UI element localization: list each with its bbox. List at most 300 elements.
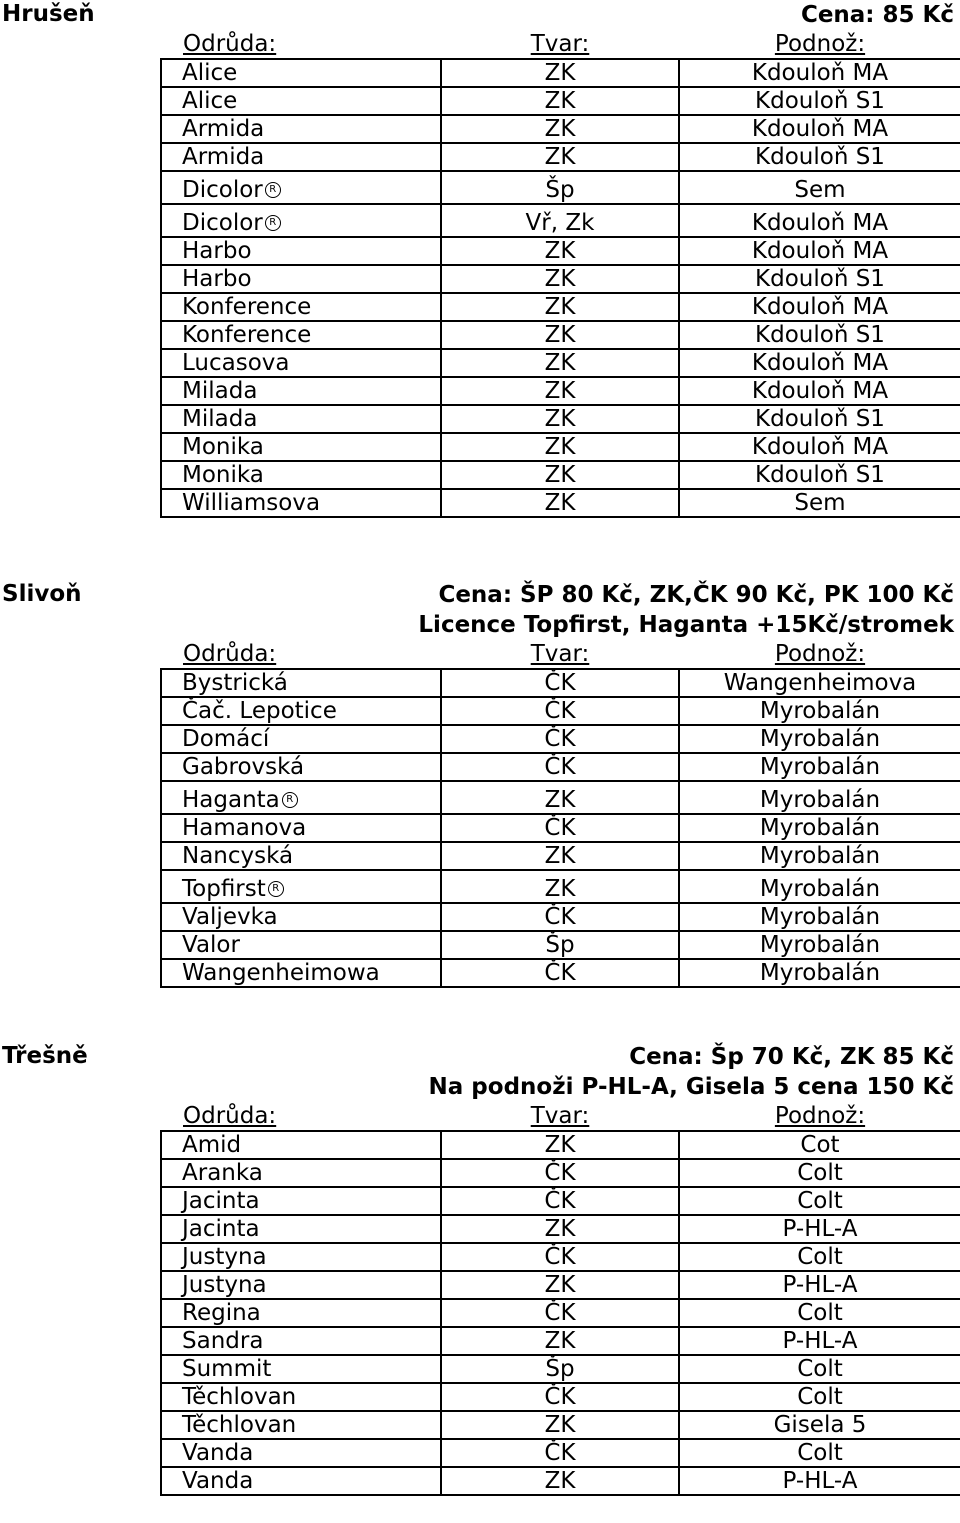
rootstock-cell <box>679 1411 960 1439</box>
variety-cell-text: Harbo <box>182 266 252 292</box>
rootstock-cell-text: Kdouloň MA <box>751 238 889 264</box>
variety-cell-text: Vanda <box>182 1468 254 1494</box>
rootstock-cell <box>679 87 960 115</box>
variety-cell-text: Summit <box>182 1356 272 1382</box>
table-row <box>161 842 960 870</box>
variety-cell-text: Monika <box>182 434 264 460</box>
variety-cell <box>161 377 441 405</box>
rootstock-cell-text: Kdouloň MA <box>751 116 889 142</box>
table-row <box>161 781 960 814</box>
shape-cell <box>441 265 679 293</box>
shape-cell-text: ZK <box>544 144 576 170</box>
rootstock-cell <box>679 781 960 814</box>
shape-cell <box>441 433 679 461</box>
shape-cell-text: ČK <box>544 698 576 724</box>
rootstock-cell <box>679 1187 960 1215</box>
variety-cell <box>161 489 441 517</box>
shape-cell <box>441 903 679 931</box>
table-row <box>161 265 960 293</box>
rootstock-cell <box>679 171 960 204</box>
variety-cell-text: Konference <box>182 294 312 320</box>
section-title: Třešně <box>2 1043 88 1069</box>
registered-mark-letter: R <box>265 215 281 231</box>
variety-cell <box>161 870 441 903</box>
shape-cell-text: ZK <box>544 294 576 320</box>
registered-mark-letter: R <box>268 881 284 897</box>
rootstock-cell-text: Kdouloň S1 <box>755 144 885 170</box>
rootstock-cell-text: P-HL-A <box>782 1328 858 1354</box>
shape-cell-text: Šp <box>545 1356 575 1382</box>
rootstock-cell <box>679 349 960 377</box>
variety-cell <box>161 1355 441 1383</box>
table-row <box>161 725 960 753</box>
rootstock-cell-text: Kdouloň MA <box>751 378 889 404</box>
table-row <box>161 1355 960 1383</box>
table-row <box>161 59 960 87</box>
rootstock-cell-text: Kdouloň MA <box>751 294 889 320</box>
table-row <box>161 461 960 489</box>
variety-cell <box>161 1299 441 1327</box>
rootstock-cell-text: Myrobalán <box>759 932 881 958</box>
variety-cell-text: Milada <box>182 406 258 432</box>
shape-cell-text: ČK <box>544 1244 576 1270</box>
shape-cell-text: ZK <box>544 1272 576 1298</box>
shape-cell-text: Vř, Zk <box>525 210 595 236</box>
variety-cell-text: Justyna <box>182 1244 267 1270</box>
table-row <box>161 1131 960 1159</box>
table-row <box>161 870 960 903</box>
rootstock-cell-text: Colt <box>797 1300 843 1326</box>
shape-cell <box>441 1159 679 1187</box>
shape-cell <box>441 1131 679 1159</box>
rootstock-cell <box>679 237 960 265</box>
rootstock-cell <box>679 461 960 489</box>
header-rootstock: Podnož: <box>774 1103 866 1129</box>
table-row <box>161 293 960 321</box>
rootstock-cell <box>679 903 960 931</box>
shape-cell <box>441 1383 679 1411</box>
shape-cell <box>441 237 679 265</box>
rootstock-cell <box>679 1215 960 1243</box>
variety-cell-text: Domácí <box>182 726 270 752</box>
shape-cell <box>441 349 679 377</box>
shape-cell <box>441 1187 679 1215</box>
shape-cell-text: ZK <box>544 876 576 902</box>
variety-cell-text: Justyna <box>182 1272 267 1298</box>
shape-cell-text: ZK <box>544 434 576 460</box>
variety-cell-text: Valor <box>182 932 240 958</box>
header-variety: Odrůda: <box>183 31 277 57</box>
variety-cell <box>161 959 441 987</box>
table-row <box>161 1215 960 1243</box>
registered-mark-icon <box>268 881 284 897</box>
header-shape: Tvar: <box>530 641 590 667</box>
variety-cell <box>161 842 441 870</box>
variety-cell <box>161 461 441 489</box>
rootstock-cell-text: Kdouloň S1 <box>755 406 885 432</box>
shape-cell <box>441 1299 679 1327</box>
rootstock-cell-text: Sem <box>794 490 846 516</box>
variety-cell <box>161 814 441 842</box>
rootstock-cell-text: Kdouloň S1 <box>755 322 885 348</box>
shape-cell-text: ČK <box>544 960 576 986</box>
shape-cell <box>441 1439 679 1467</box>
table-row <box>161 697 960 725</box>
rootstock-cell-text: Myrobalán <box>759 904 881 930</box>
rootstock-cell <box>679 931 960 959</box>
rootstock-cell <box>679 293 960 321</box>
table-row <box>161 87 960 115</box>
rootstock-cell <box>679 842 960 870</box>
variety-cell <box>161 171 441 204</box>
table-row <box>161 237 960 265</box>
variety-cell <box>161 903 441 931</box>
variety-cell <box>161 781 441 814</box>
shape-cell-text: ZK <box>544 1132 576 1158</box>
rootstock-cell-text: Myrobalán <box>759 698 881 724</box>
rootstock-cell-text: Colt <box>797 1160 843 1186</box>
rootstock-cell-text: Sem <box>794 177 846 203</box>
variety-cell-text: Jacinta <box>182 1216 260 1242</box>
shape-cell <box>441 931 679 959</box>
rootstock-cell <box>679 697 960 725</box>
table-row <box>161 1411 960 1439</box>
variety-cell <box>161 1215 441 1243</box>
variety-cell <box>161 87 441 115</box>
variety-cell <box>161 1467 441 1495</box>
variety-cell-text: Amid <box>182 1132 242 1158</box>
variety-cell <box>161 669 441 697</box>
table-row <box>161 753 960 781</box>
shape-cell-text: ZK <box>544 406 576 432</box>
table-row <box>161 814 960 842</box>
shape-cell-text: ČK <box>544 815 576 841</box>
rootstock-cell <box>679 753 960 781</box>
rootstock-cell-text: Kdouloň MA <box>751 60 889 86</box>
shape-cell <box>441 377 679 405</box>
variety-cell-text: Konference <box>182 322 312 348</box>
table-row <box>161 1243 960 1271</box>
rootstock-cell-text: Colt <box>797 1244 843 1270</box>
registered-mark-icon <box>282 792 298 808</box>
variety-cell <box>161 753 441 781</box>
rootstock-cell-text: Colt <box>797 1356 843 1382</box>
rootstock-cell <box>679 669 960 697</box>
shape-cell <box>441 171 679 204</box>
rootstock-cell <box>679 489 960 517</box>
shape-cell-text: ČK <box>544 1160 576 1186</box>
rootstock-cell-text: Myrobalán <box>759 815 881 841</box>
table-row <box>161 321 960 349</box>
section-title: Slivoň <box>2 581 82 607</box>
rootstock-cell <box>679 405 960 433</box>
rootstock-cell <box>679 1439 960 1467</box>
rootstock-cell <box>679 204 960 237</box>
shape-cell <box>441 870 679 903</box>
variety-cell-text: Haganta <box>182 787 280 813</box>
shape-cell-text: ČK <box>544 1440 576 1466</box>
header-shape: Tvar: <box>530 31 590 57</box>
rootstock-cell <box>679 1131 960 1159</box>
rootstock-cell <box>679 265 960 293</box>
rootstock-cell-text: Kdouloň MA <box>751 434 889 460</box>
shape-cell <box>441 1327 679 1355</box>
variety-cell <box>161 1411 441 1439</box>
table-row <box>161 1327 960 1355</box>
variety-cell <box>161 115 441 143</box>
shape-cell-text: ČK <box>544 1384 576 1410</box>
shape-cell-text: ZK <box>544 116 576 142</box>
table-row <box>161 959 960 987</box>
rootstock-cell <box>679 59 960 87</box>
shape-cell <box>441 293 679 321</box>
price-line: Cena: Šp 70 Kč, ZK 85 Kč <box>629 1044 954 1070</box>
variety-cell <box>161 1271 441 1299</box>
shape-cell <box>441 489 679 517</box>
table-row <box>161 405 960 433</box>
variety-cell <box>161 237 441 265</box>
rootstock-cell-text: Myrobalán <box>759 843 881 869</box>
shape-cell <box>441 781 679 814</box>
shape-cell-text: ZK <box>544 1216 576 1242</box>
variety-cell-text: Dicolor <box>182 210 263 236</box>
rootstock-cell <box>679 1271 960 1299</box>
shape-cell <box>441 1411 679 1439</box>
table-row <box>161 1187 960 1215</box>
variety-cell-text: Vanda <box>182 1440 254 1466</box>
rootstock-cell <box>679 959 960 987</box>
header-rootstock: Podnož: <box>774 641 866 667</box>
table-row <box>161 1467 960 1495</box>
variety-table <box>160 30 960 518</box>
section-title: Hrušeň <box>2 1 95 27</box>
variety-cell <box>161 1131 441 1159</box>
rootstock-cell <box>679 1159 960 1187</box>
shape-cell-text: ČK <box>544 904 576 930</box>
rootstock-cell <box>679 814 960 842</box>
variety-cell <box>161 349 441 377</box>
variety-cell <box>161 143 441 171</box>
shape-cell-text: ZK <box>544 787 576 813</box>
shape-cell-text: Šp <box>545 932 575 958</box>
shape-cell-text: ZK <box>544 1412 576 1438</box>
variety-cell-text: Valjevka <box>182 904 278 930</box>
variety-cell <box>161 293 441 321</box>
rootstock-cell <box>679 1355 960 1383</box>
shape-cell-text: ČK <box>544 726 576 752</box>
variety-cell <box>161 1187 441 1215</box>
table-row <box>161 1159 960 1187</box>
header-variety: Odrůda: <box>183 641 277 667</box>
registered-mark-icon <box>265 182 281 198</box>
variety-cell-text: Lucasova <box>182 350 290 376</box>
rootstock-cell <box>679 433 960 461</box>
shape-cell-text: ZK <box>544 1468 576 1494</box>
shape-cell <box>441 115 679 143</box>
variety-cell <box>161 433 441 461</box>
price-line: Cena: 85 Kč <box>800 2 954 28</box>
shape-cell <box>441 405 679 433</box>
variety-cell-text: Milada <box>182 378 258 404</box>
variety-table <box>160 640 960 988</box>
rootstock-cell <box>679 321 960 349</box>
shape-cell <box>441 143 679 171</box>
variety-cell-text: Harbo <box>182 238 252 264</box>
rootstock-cell <box>679 725 960 753</box>
rootstock-cell-text: Colt <box>797 1384 843 1410</box>
variety-cell <box>161 931 441 959</box>
price-note: Licence Topfirst, Haganta +15Kč/stromek <box>418 612 954 638</box>
shape-cell <box>441 87 679 115</box>
variety-cell-text: Aranka <box>182 1160 263 1186</box>
shape-cell <box>441 753 679 781</box>
registered-mark-icon <box>265 215 281 231</box>
variety-cell <box>161 321 441 349</box>
variety-cell <box>161 1159 441 1187</box>
table-row <box>161 171 960 204</box>
table-row <box>161 1271 960 1299</box>
shape-cell <box>441 842 679 870</box>
table-row <box>161 377 960 405</box>
rootstock-cell <box>679 377 960 405</box>
shape-cell-text: ZK <box>544 462 576 488</box>
shape-cell-text: ZK <box>544 88 576 114</box>
table-row <box>161 204 960 237</box>
rootstock-cell-text: Gisela 5 <box>773 1412 867 1438</box>
table-row <box>161 1439 960 1467</box>
variety-cell-text: Nancyská <box>182 843 294 869</box>
rootstock-cell <box>679 143 960 171</box>
rootstock-cell <box>679 115 960 143</box>
shape-cell <box>441 204 679 237</box>
rootstock-cell-text: Kdouloň S1 <box>755 462 885 488</box>
shape-cell <box>441 1271 679 1299</box>
shape-cell <box>441 1215 679 1243</box>
shape-cell <box>441 1467 679 1495</box>
header-variety: Odrůda: <box>183 1103 277 1129</box>
table-row <box>161 349 960 377</box>
rootstock-cell <box>679 1327 960 1355</box>
shape-cell-text: ZK <box>544 490 576 516</box>
variety-cell-text: Gabrovská <box>182 754 305 780</box>
rootstock-cell-text: Wangenheimova <box>723 670 917 696</box>
variety-cell <box>161 1327 441 1355</box>
shape-cell <box>441 725 679 753</box>
rootstock-cell-text: Myrobalán <box>759 726 881 752</box>
variety-cell-text: Armida <box>182 144 265 170</box>
shape-cell-text: ČK <box>544 754 576 780</box>
variety-cell-text: Bystrická <box>182 670 288 696</box>
rootstock-cell-text: P-HL-A <box>782 1468 858 1494</box>
registered-mark-letter: R <box>282 792 298 808</box>
rootstock-cell-text: P-HL-A <box>782 1216 858 1242</box>
rootstock-cell-text: Colt <box>797 1188 843 1214</box>
shape-cell <box>441 959 679 987</box>
variety-cell <box>161 265 441 293</box>
rootstock-cell-text: Kdouloň MA <box>751 350 889 376</box>
variety-cell <box>161 59 441 87</box>
rootstock-cell-text: Myrobalán <box>759 754 881 780</box>
rootstock-cell-text: P-HL-A <box>782 1272 858 1298</box>
shape-cell <box>441 1355 679 1383</box>
table-row <box>161 1299 960 1327</box>
variety-cell <box>161 1439 441 1467</box>
variety-cell-text: Dicolor <box>182 177 263 203</box>
price-line: Cena: ŠP 80 Kč, ZK,ČK 90 Kč, PK 100 Kč <box>438 582 954 608</box>
rootstock-cell <box>679 1383 960 1411</box>
rootstock-cell-text: Myrobalán <box>759 876 881 902</box>
rootstock-cell-text: Myrobalán <box>759 960 881 986</box>
shape-cell-text: ZK <box>544 60 576 86</box>
variety-cell-text: Alice <box>182 88 238 114</box>
rootstock-cell-text: Cot <box>800 1132 840 1158</box>
variety-cell-text: Monika <box>182 462 264 488</box>
variety-table <box>160 1102 960 1496</box>
header-rootstock: Podnož: <box>774 31 866 57</box>
rootstock-cell <box>679 1467 960 1495</box>
shape-cell-text: ZK <box>544 843 576 869</box>
table-row <box>161 433 960 461</box>
variety-cell <box>161 697 441 725</box>
variety-cell-text: Wangenheimowa <box>182 960 380 986</box>
rootstock-cell-text: Colt <box>797 1440 843 1466</box>
variety-cell-text: Těchlovan <box>182 1384 297 1410</box>
shape-cell-text: ZK <box>544 266 576 292</box>
rootstock-cell-text: Myrobalán <box>759 787 881 813</box>
variety-cell-text: Williamsova <box>182 490 321 516</box>
variety-cell-text: Topfirst <box>182 876 266 902</box>
price-note: Na podnoži P-HL-A, Gisela 5 cena 150 Kč <box>428 1074 954 1100</box>
table-row <box>161 1383 960 1411</box>
shape-cell <box>441 669 679 697</box>
variety-cell <box>161 1243 441 1271</box>
shape-cell <box>441 461 679 489</box>
shape-cell-text: ZK <box>544 238 576 264</box>
variety-cell <box>161 725 441 753</box>
rootstock-cell <box>679 1299 960 1327</box>
shape-cell-text: ZK <box>544 378 576 404</box>
header-shape: Tvar: <box>530 1103 590 1129</box>
variety-cell-text: Armida <box>182 116 265 142</box>
shape-cell-text: ČK <box>544 1300 576 1326</box>
shape-cell-text: ČK <box>544 1188 576 1214</box>
rootstock-cell-text: Kdouloň MA <box>751 210 889 236</box>
shape-cell <box>441 1243 679 1271</box>
variety-cell-text: Hamanova <box>182 815 307 841</box>
shape-cell <box>441 814 679 842</box>
shape-cell <box>441 59 679 87</box>
rootstock-cell <box>679 870 960 903</box>
variety-cell-text: Regina <box>182 1300 261 1326</box>
table-row <box>161 489 960 517</box>
table-row <box>161 143 960 171</box>
shape-cell-text: ZK <box>544 1328 576 1354</box>
rootstock-cell-text: Kdouloň S1 <box>755 266 885 292</box>
table-row <box>161 669 960 697</box>
shape-cell <box>441 697 679 725</box>
variety-cell <box>161 204 441 237</box>
variety-cell-text: Jacinta <box>182 1188 260 1214</box>
rootstock-cell <box>679 1243 960 1271</box>
variety-cell <box>161 1383 441 1411</box>
variety-cell-text: Alice <box>182 60 238 86</box>
shape-cell-text: ZK <box>544 350 576 376</box>
variety-cell <box>161 405 441 433</box>
table-row <box>161 115 960 143</box>
variety-cell-text: Těchlovan <box>182 1412 297 1438</box>
table-row <box>161 931 960 959</box>
shape-cell-text: Šp <box>545 177 575 203</box>
